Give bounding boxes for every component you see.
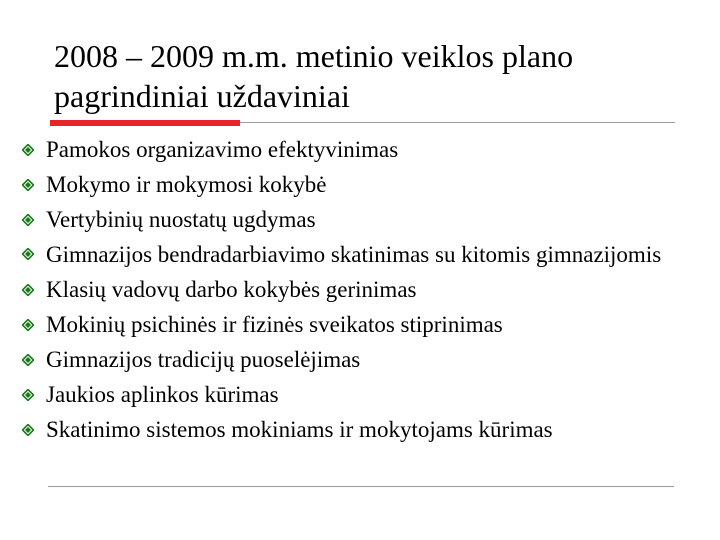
list-item	[22, 132, 698, 167]
diamond-bullet-icon	[22, 284, 34, 296]
diamond-bullet-icon	[22, 389, 34, 401]
list-item	[22, 237, 698, 272]
bullet-list	[22, 132, 698, 447]
diamond-bullet-icon	[22, 144, 34, 156]
list-item	[22, 202, 698, 237]
list-item-text: Pamokos organizavimo efektyvinimas	[46, 137, 399, 162]
list-item-text: Mokymo ir mokymosi kokybė	[46, 172, 327, 197]
list-item	[22, 412, 698, 447]
diamond-bullet-icon	[22, 214, 34, 226]
bottom-rule	[48, 486, 674, 487]
diamond-bullet-icon	[22, 354, 34, 366]
list-item	[22, 377, 698, 412]
list-item	[22, 342, 698, 377]
list-item	[22, 307, 698, 342]
list-item-text: Jaukios aplinkos kūrimas	[46, 382, 279, 407]
list-item	[22, 272, 698, 307]
title-underline-rule	[240, 122, 675, 123]
diamond-bullet-icon	[22, 248, 34, 260]
title-underline	[50, 120, 675, 126]
diamond-bullet-icon	[22, 424, 34, 436]
list-item-text: Mokinių psichinės ir fizinės sveikatos stiprinimas	[46, 312, 503, 337]
list-item-text: Gimnazijos bendradarbiavimo skatinimas su kitomis gimnazijomis	[46, 242, 662, 267]
title-line-2: pagrindiniai uždaviniai	[54, 78, 350, 114]
list-item-text: Klasių vadovų darbo kokybės gerinimas	[46, 277, 417, 302]
diamond-bullet-icon	[22, 319, 34, 331]
slide-title	[54, 36, 674, 116]
list-item-text: Vertybinių nuostatų ugdymas	[46, 207, 316, 232]
list-item-text: Gimnazijos tradicijų puoselėjimas	[46, 347, 361, 372]
list-item-text: Skatinimo sistemos mokiniams ir mokytojams kūrimas	[46, 417, 553, 442]
title-underline-accent	[50, 120, 240, 126]
list-item	[22, 167, 698, 202]
diamond-bullet-icon	[22, 179, 34, 191]
title-line-1: 2008 – 2009 m.m. metinio veiklos plano	[54, 38, 574, 74]
